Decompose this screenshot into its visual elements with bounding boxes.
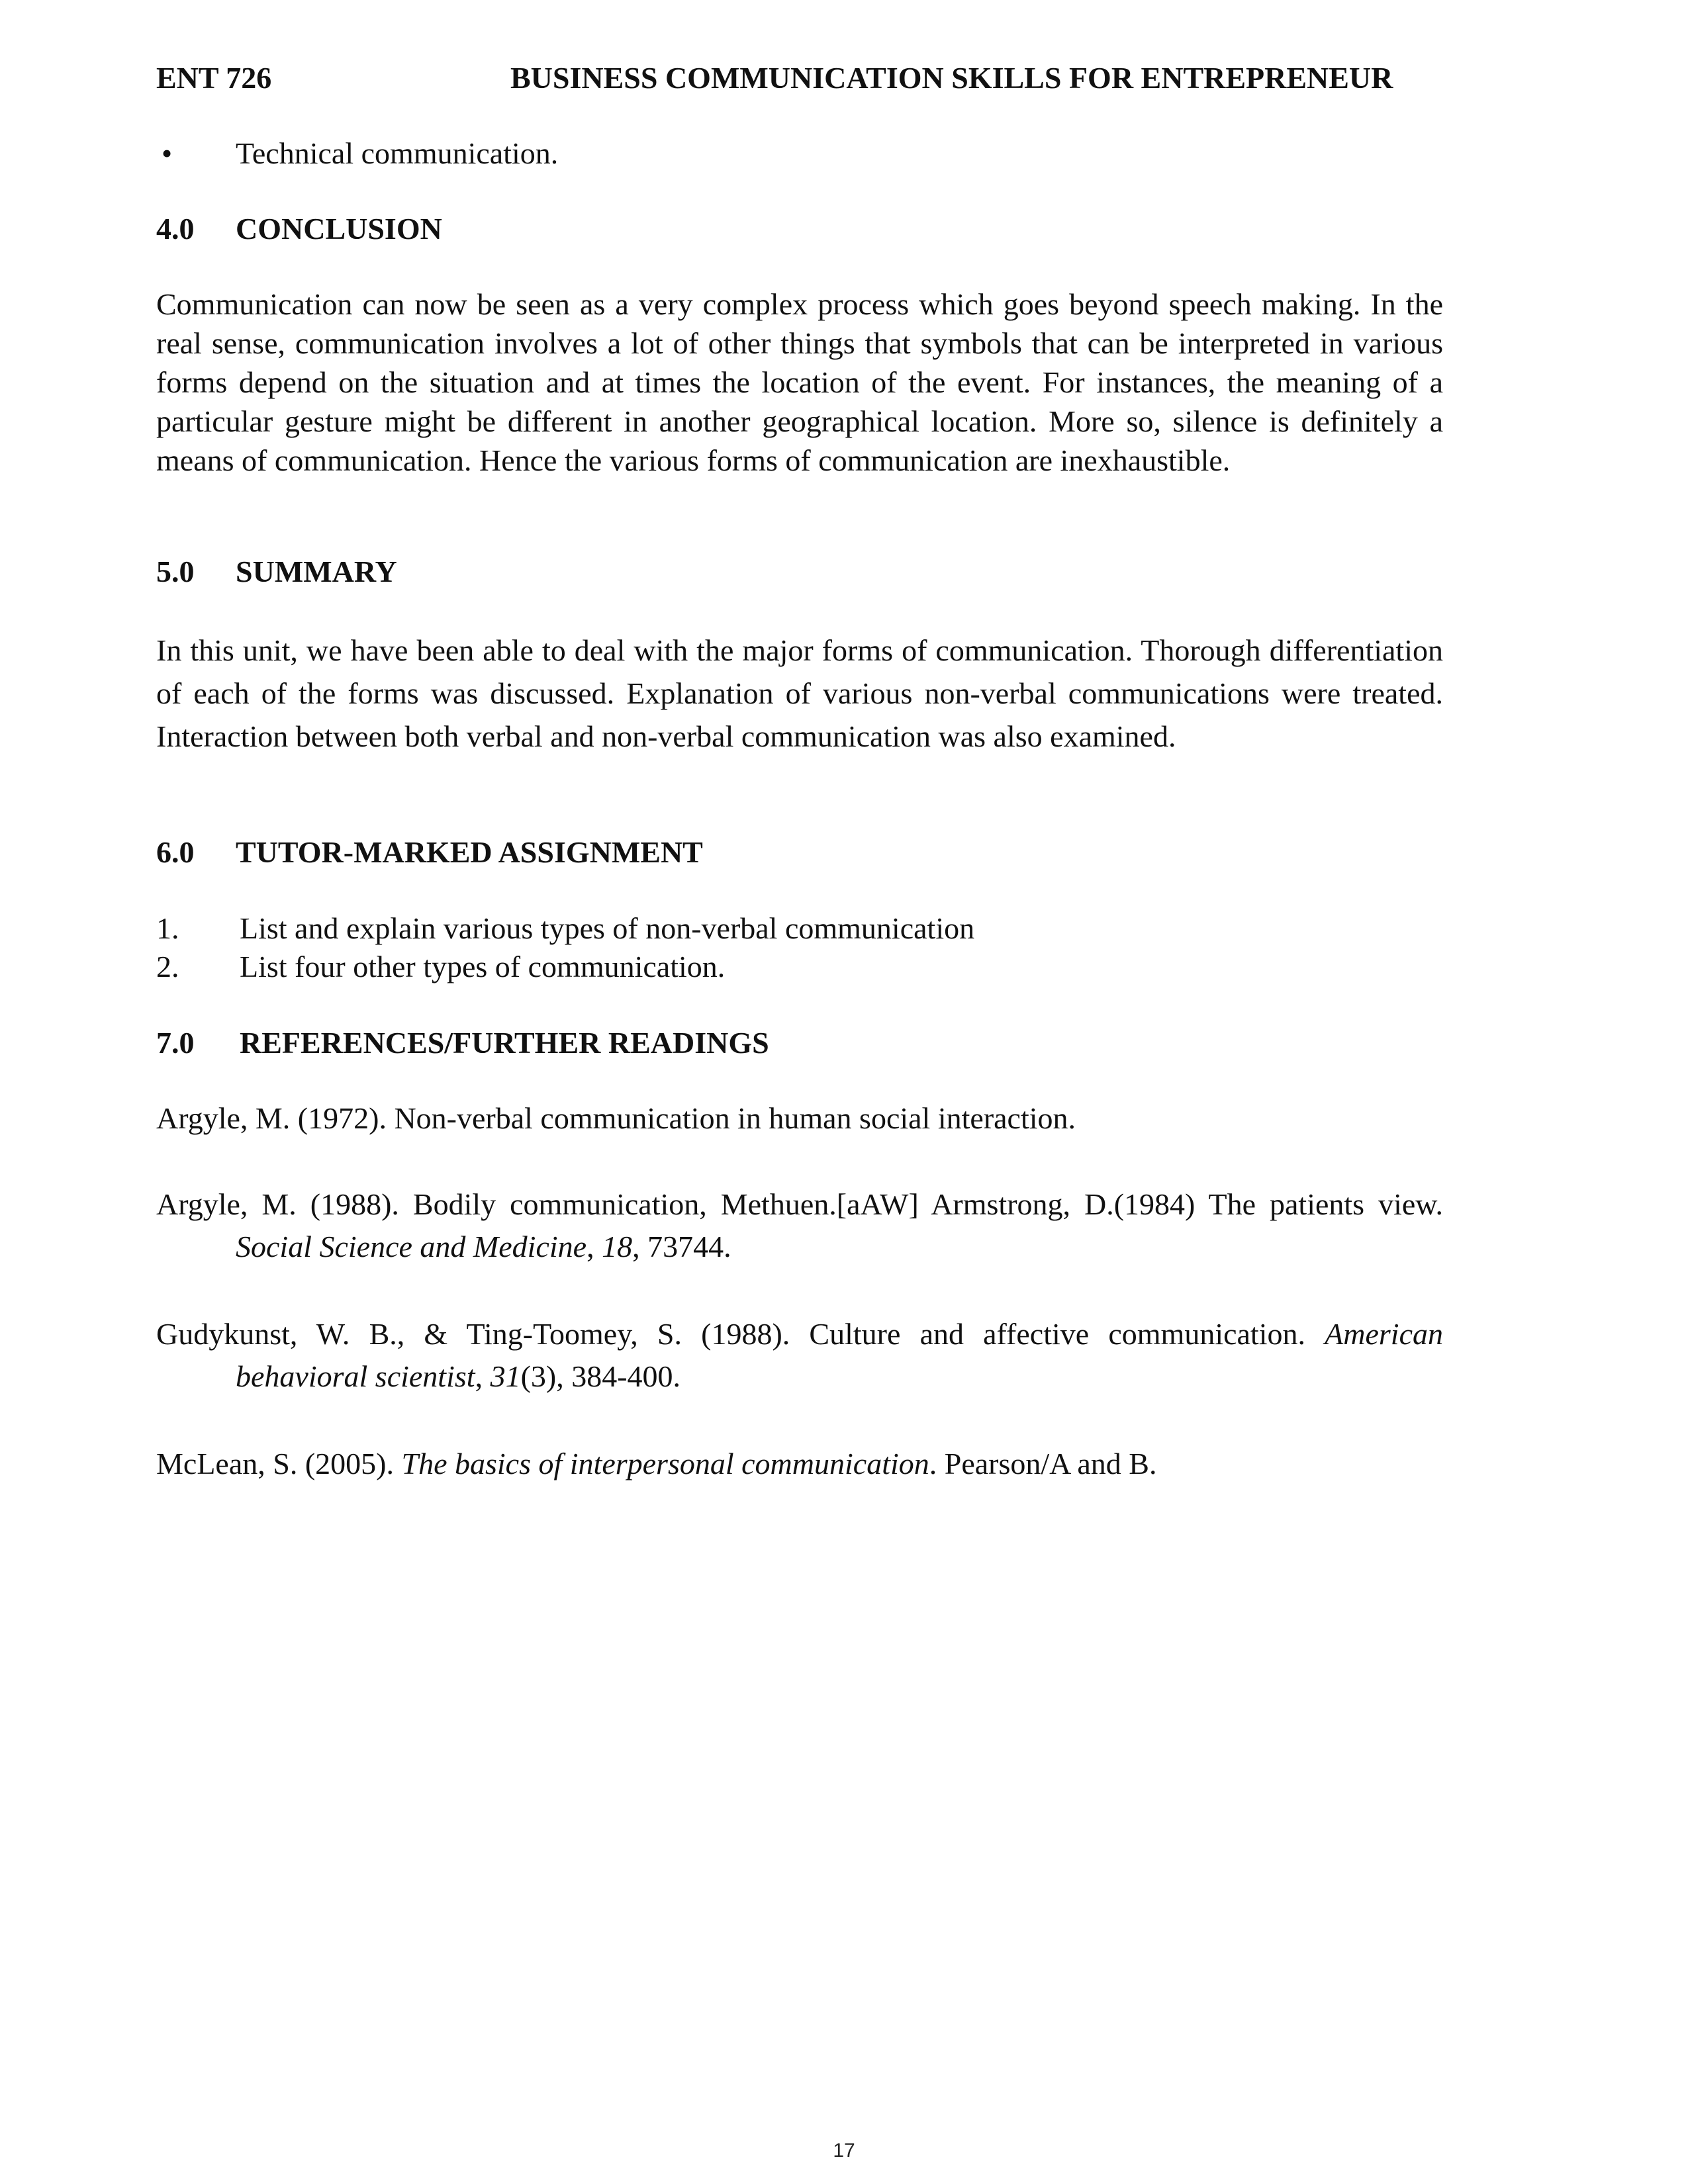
- section-number: 6.0: [156, 835, 195, 869]
- reference-text: Argyle, M. (1988). Bodily communication, Methuen.[aAW] Armstrong, D.(1984) The patients view.: [156, 1187, 1443, 1221]
- course-title: BUSINESS COMMUNICATION SKILLS FOR ENTREPRENEUR: [510, 61, 1393, 95]
- reference-entry: [156, 1443, 1443, 1485]
- section-heading-tma: [156, 833, 1443, 872]
- section-title: SUMMARY: [236, 555, 397, 588]
- list-text: List and explain various types of non-verbal communication: [240, 911, 975, 945]
- section-number: 5.0: [156, 555, 195, 588]
- reference-separator: ,: [475, 1359, 491, 1393]
- reference-volume: 31: [490, 1359, 521, 1393]
- reference-entry: [156, 1183, 1443, 1268]
- reference-text: Argyle, M. (1972). Non-verbal communication in human social interaction.: [156, 1101, 1076, 1135]
- section-heading-references: [156, 1023, 1443, 1063]
- reference-entry: [156, 1097, 1443, 1140]
- bullet-item: [156, 134, 1443, 173]
- reference-entry: [156, 1313, 1443, 1398]
- reference-pages: (3), 384-400.: [520, 1359, 681, 1393]
- document-page: [156, 0, 1443, 2184]
- section-title: TUTOR-MARKED ASSIGNMENT: [236, 835, 703, 869]
- bullet-text: Technical communication.: [236, 136, 559, 170]
- reference-book-title: The basics of interpersonal communication: [401, 1447, 929, 1480]
- reference-text: Gudykunst, W. B., & Ting-Toomey, S. (1988). Culture and affective communication.: [156, 1317, 1325, 1351]
- summary-paragraph: In this unit, we have been able to deal with the major forms of communication. Thorough differentiation of each of the forms was discussed. Explanation of various non-verbal communications were treated. Interaction between both verbal and non-verbal communication was also examined.: [156, 633, 1443, 753]
- section-number: 7.0: [156, 1026, 195, 1060]
- section-number: 4.0: [156, 212, 195, 246]
- list-item: [156, 948, 1443, 986]
- section-heading-summary: [156, 552, 1443, 592]
- reference-journal: American behavioral scientist: [236, 1317, 1443, 1393]
- reference-journal: Social Science and Medicine: [236, 1230, 587, 1263]
- page-number: 17: [833, 2140, 855, 2161]
- list-text: List four other types of communication.: [240, 950, 726, 983]
- section-title: CONCLUSION: [236, 212, 442, 246]
- course-code: ENT 726: [156, 61, 272, 95]
- conclusion-paragraph: Communication can now be seen as a very complex process which goes beyond speech making. In the real sense, communication involves a lot of other things that symbols that can be interpreted in various forms depend on the situation and at times the location of the event. For instances, the meaning of a particular gesture might be different in another geographical location. More so, silence is definitely a means of communication. Hence the various forms of communication are inexhaustible.: [156, 287, 1443, 477]
- reference-publisher: . Pearson/A and B.: [929, 1447, 1157, 1480]
- section-title: REFERENCES/FURTHER READINGS: [240, 1026, 769, 1060]
- section-heading-conclusion: [156, 209, 1443, 249]
- reference-separator: ,: [586, 1230, 602, 1263]
- reference-text: McLean, S. (2005).: [156, 1447, 402, 1480]
- list-number: 1.: [156, 911, 179, 945]
- reference-pages: , 73744.: [632, 1230, 731, 1263]
- bullet-icon: •: [162, 136, 173, 170]
- list-number: 2.: [156, 950, 179, 983]
- reference-volume: 18: [602, 1230, 633, 1263]
- running-header: [156, 58, 1443, 98]
- list-item: [156, 909, 1443, 948]
